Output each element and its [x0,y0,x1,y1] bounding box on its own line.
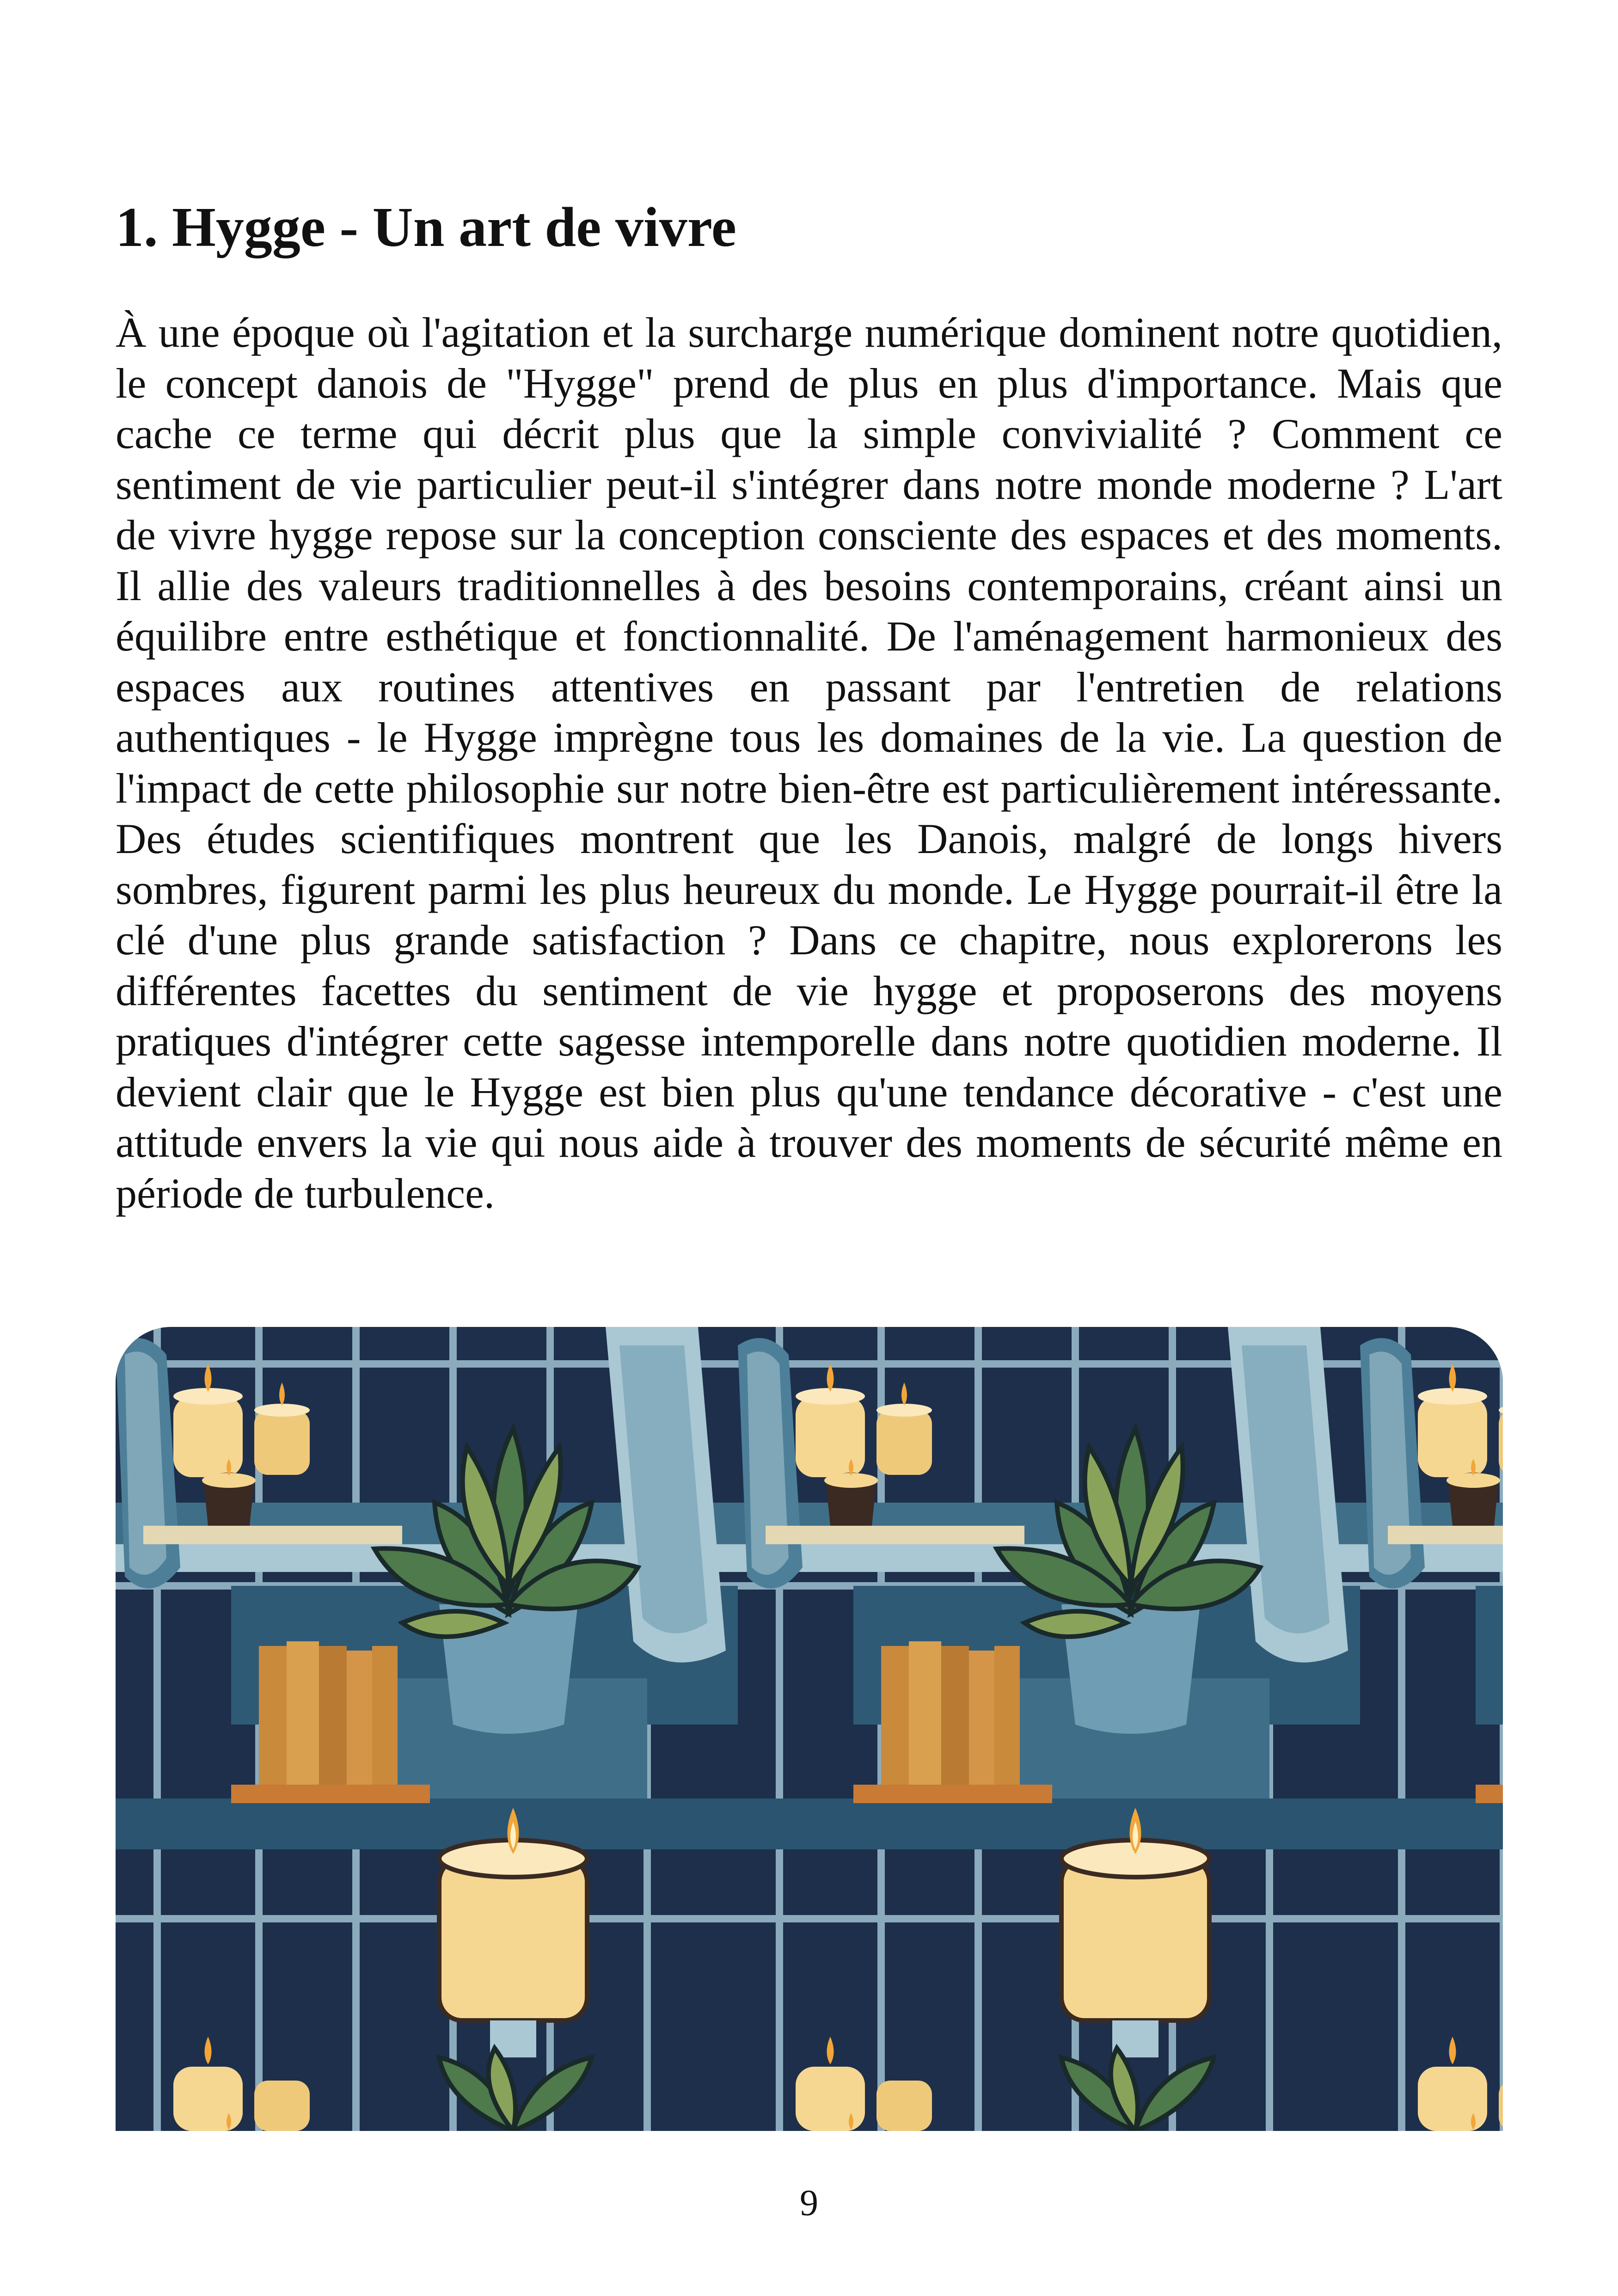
chapter-paragraph: À une époque où l'agitation et la surcharge numérique dominent notre quotidien, le concept danois de "Hygge" prend de plus en plus d'importance. Mais que cache ce terme qui décrit plus que la simple convivialité ? Comment ce sentiment de vie particulier peut-il s'intégrer dans notre monde moderne ? L'art de vivre hygge repose sur la conception consciente des espaces et des moments. Il allie des valeurs traditionnelles à des besoins contemporains, créant ainsi un équilibre entre esthétique et fonctionnalité. De l'aménagement harmonieux des espaces aux routines attentives en passant par l'entretien de relations authentiques - le Hygge imprègne tous les domaines de la vie. La question de l'impact de cette philosophie sur notre bien-être est particulièrement intéressante. Des études scientifiques montrent que les Danois, malgré de longs hivers sombres, figurent parmi les plus heureux du monde. Le Hygge pourrait-il être la clé d'une plus grande satisfaction ? Dans ce chapitre, nous explorerons les différentes facettes du sentiment de vie hygge et proposerons des moyens pratiques d'intégrer cette sagesse intemporelle dans notre quotidien moderne. Il devient clair que le Hygge est bien plus qu'une tendance décorative - c'est une attitude envers la vie qui nous aide à trouver des moments de sécurité même en période de turbulence. [116,309,1502,1217]
candles-plant-pattern-icon [116,1327,1503,2131]
chapter-heading: 1. Hygge - Un art de vivre [116,196,736,258]
hygge-illustration [116,1327,1503,2131]
page-number: 9 [800,2183,818,2223]
